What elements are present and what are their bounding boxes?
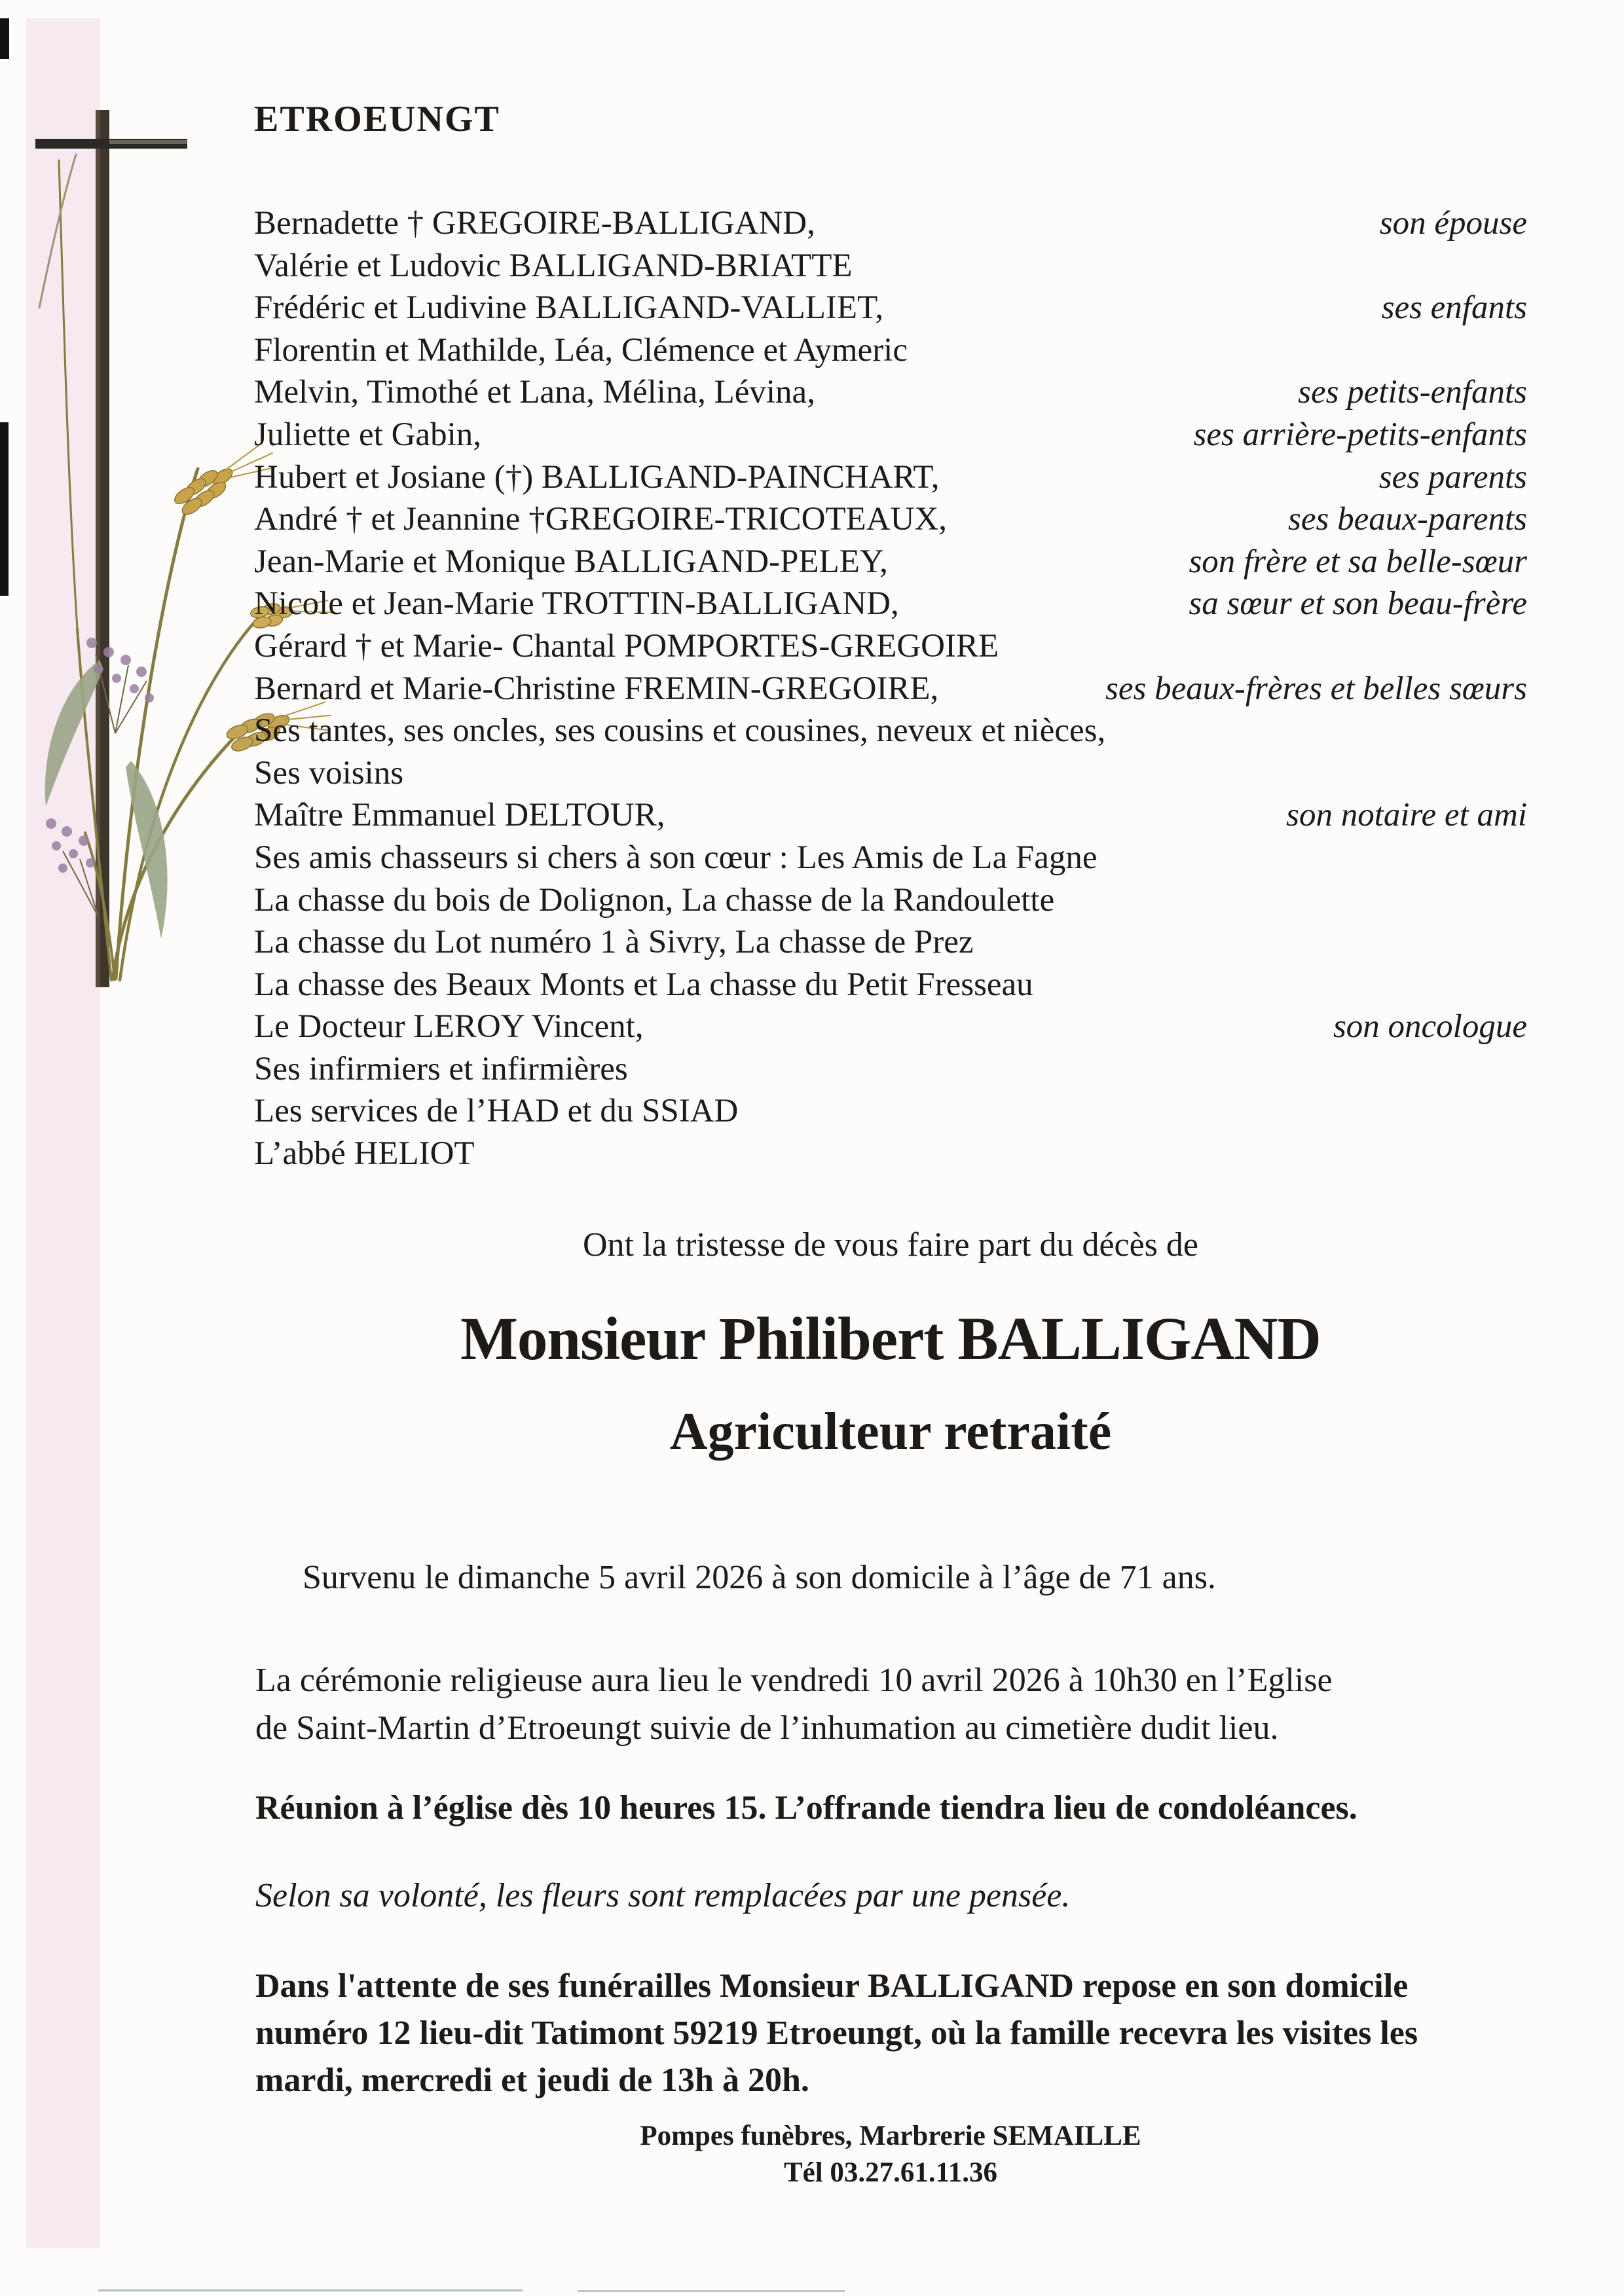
family-name: L’abbé HELIOT bbox=[254, 1135, 475, 1173]
family-line bbox=[254, 500, 1527, 543]
family-name: Les services de l’HAD et du SSIAD bbox=[254, 1093, 739, 1130]
family-line bbox=[254, 881, 1527, 924]
family-name: Ses amis chasseurs si chers à son cœur : Les Amis de La Fagne bbox=[254, 839, 1098, 876]
visits-line: Dans l'attente de ses funérailles Monsieur BALLIGAND repose en son domicile bbox=[255, 1967, 1409, 2005]
family-line bbox=[254, 1050, 1527, 1093]
family-line bbox=[254, 966, 1527, 1008]
family-line bbox=[254, 289, 1527, 331]
family-name: Melvin, Timothé et Lana, Mélina, Lévina, bbox=[254, 374, 815, 411]
flowers-notice: Selon sa volonté, les fleurs sont remplacées par une pensée. bbox=[255, 1877, 1071, 1914]
ceremony-line: de Saint-Martin d’Etroeungt suivie de l’inhumation au cimetière dudit lieu. bbox=[255, 1709, 1279, 1747]
family-line bbox=[254, 543, 1527, 585]
family-line bbox=[254, 1008, 1527, 1050]
family-relation: sa sœur et son beau-frère bbox=[1189, 585, 1527, 623]
funeral-home-name: Pompes funèbres, Marbrerie SEMAILLE bbox=[640, 2121, 1141, 2151]
family-relation: son oncologue bbox=[1333, 1008, 1527, 1046]
family-name: Valérie et Ludovic BALLIGAND-BRIATTE bbox=[254, 247, 853, 284]
family-name: La chasse des Beaux Monts et La chasse du Petit Fresseau bbox=[254, 966, 1033, 1003]
funeral-home-phone: Tél 03.27.61.11.36 bbox=[783, 2157, 998, 2188]
family-name: La chasse du bois de Dolignon, La chasse de la Randoulette bbox=[254, 881, 1055, 919]
family-name: Gérard † et Marie- Chantal POMPORTES-GREGOIRE bbox=[254, 627, 999, 665]
family-line bbox=[254, 627, 1527, 670]
visits-line: mardi, mercredi et jeudi de 13h à 20h. bbox=[255, 2062, 809, 2099]
family-line bbox=[254, 247, 1527, 289]
announcement-line: Ont la tristesse de vous faire part du décès de bbox=[582, 1226, 1198, 1264]
family-line bbox=[254, 331, 1527, 374]
family-relation: ses petits-enfants bbox=[1298, 374, 1527, 411]
deceased-name: Monsieur Philibert BALLIGAND bbox=[460, 1305, 1321, 1373]
visits-line: numéro 12 lieu-dit Tatimont 59219 Etroeungt, où la famille recevra les visites les bbox=[255, 2014, 1418, 2052]
city-title: ETROEUNGT bbox=[254, 99, 500, 139]
family-line bbox=[254, 670, 1527, 712]
family-line bbox=[254, 754, 1527, 797]
family-name: Ses voisins bbox=[254, 754, 404, 792]
family-relation: son épouse bbox=[1379, 205, 1527, 242]
family-line bbox=[254, 839, 1527, 881]
family-name: La chasse du Lot numéro 1 à Sivry, La chasse de Prez bbox=[254, 924, 974, 961]
family-line bbox=[254, 373, 1527, 416]
family-name: Bernadette † GREGOIRE-BALLIGAND, bbox=[254, 205, 815, 242]
family-name: Juliette et Gabin, bbox=[254, 416, 481, 453]
family-relation: ses parents bbox=[1378, 458, 1527, 496]
family-name: Maître Emmanuel DELTOUR, bbox=[254, 797, 665, 834]
ceremony-line: La cérémonie religieuse aura lieu le vendredi 10 avril 2026 à 10h30 en l’Eglise bbox=[255, 1662, 1333, 1699]
family-name: Bernard et Marie-Christine FREMIN-GREGOIRE, bbox=[254, 670, 939, 707]
family-name: André † et Jeannine †GREGOIRE-TRICOTEAUX, bbox=[254, 501, 948, 538]
family-relation: son frère et sa belle-sœur bbox=[1189, 543, 1527, 580]
family-name: Nicole et Jean-Marie TROTTIN-BALLIGAND, bbox=[254, 585, 899, 623]
family-line bbox=[254, 1092, 1527, 1135]
family-name: Florentin et Mathilde, Léa, Clémence et Aymeric bbox=[254, 331, 908, 369]
family-relation: ses beaux-parents bbox=[1288, 501, 1527, 538]
family-name: Ses tantes, ses oncles, ses cousins et cousines, neveux et nièces, bbox=[254, 712, 1106, 750]
visits-paragraph bbox=[255, 1963, 1418, 2104]
family-list bbox=[254, 204, 1527, 1177]
scan-artifact bbox=[98, 2289, 523, 2291]
family-name: Hubert et Josiane (†) BALLIGAND-PAINCHART, bbox=[254, 458, 940, 496]
ceremony-paragraph bbox=[255, 1656, 1333, 1752]
death-notice: Survenu le dimanche 5 avril 2026 à son domicile à l’âge de 71 ans. bbox=[303, 1559, 1216, 1596]
family-line bbox=[254, 416, 1527, 458]
family-name: Ses infirmiers et infirmières bbox=[254, 1050, 628, 1087]
family-relation: ses enfants bbox=[1381, 289, 1527, 327]
family-line bbox=[254, 923, 1527, 966]
family-relation: ses arrière-petits-enfants bbox=[1193, 416, 1527, 453]
deceased-title: Agriculteur retraité bbox=[669, 1403, 1112, 1461]
family-line bbox=[254, 712, 1527, 754]
family-line bbox=[254, 796, 1527, 839]
family-relation: ses beaux-frères et belles sœurs bbox=[1105, 670, 1527, 707]
scan-artifact bbox=[578, 2290, 845, 2292]
family-line bbox=[254, 204, 1527, 247]
family-relation: son notaire et ami bbox=[1286, 797, 1527, 834]
family-name: Jean-Marie et Monique BALLIGAND-PELEY, bbox=[254, 543, 888, 580]
family-line bbox=[254, 1135, 1527, 1177]
family-name: Frédéric et Ludivine BALLIGAND-VALLIET, bbox=[254, 289, 884, 327]
family-name: Le Docteur LEROY Vincent, bbox=[254, 1008, 644, 1046]
meeting-notice: Réunion à l’église dès 10 heures 15. L’offrande tiendra lieu de condoléances. bbox=[255, 1789, 1357, 1827]
family-line bbox=[254, 585, 1527, 627]
family-line bbox=[254, 458, 1527, 501]
